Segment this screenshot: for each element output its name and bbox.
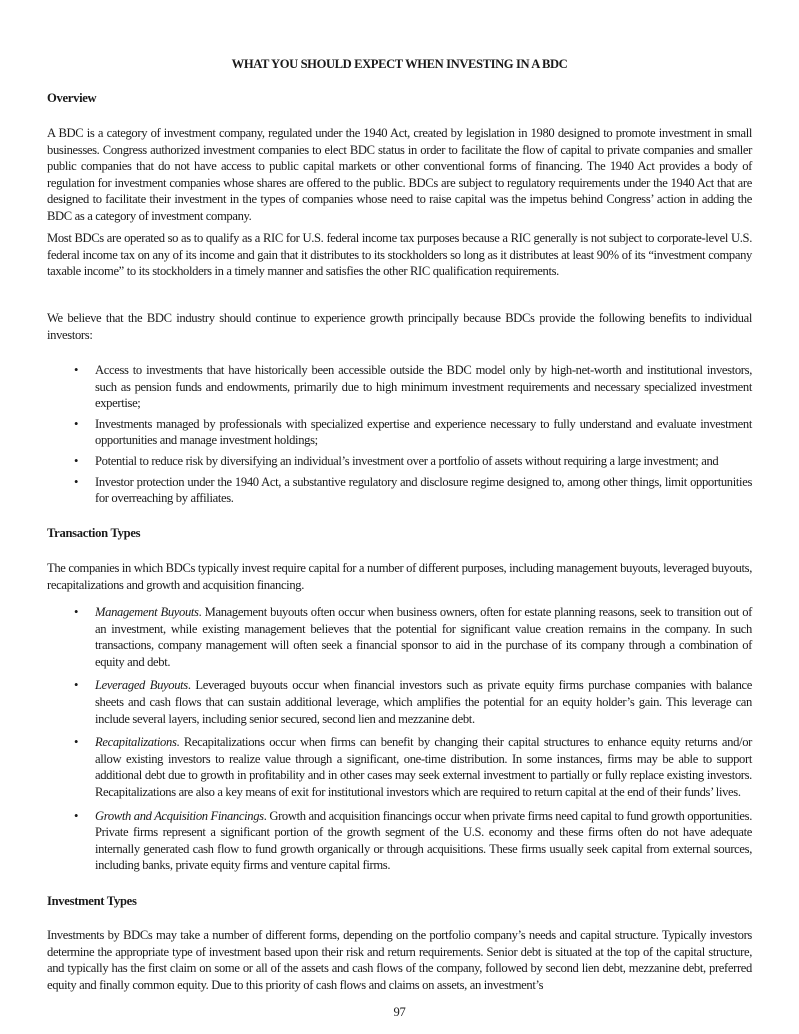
overview-paragraph-2: Most BDCs are operated so as to qualify as a RIC for U.S. federal income tax purposes because a RIC generally is not subject to corporate-level U.S. federal income tax on any of its income and gain that it distributes to its stockholders so long as it distributes at least 90% of its “investment company taxable income” to its stockholders in a timely manner and satisfies the other RIC qualification requirements. — [47, 231, 752, 279]
list-item-term: Recapitalizations — [95, 735, 177, 750]
list-item-text: . Leveraged buyouts occur when financial investors such as private equity firms purchase companies with balance sheets and cash flows that can sustain additional leverage, which amplifies the potential for an equity holder’s gain. This leverage can include several layers, including senior secured, second lien and mezzanine debt. — [95, 678, 753, 726]
benefits-list — [47, 362, 752, 507]
bullet-icon: • — [74, 474, 79, 489]
list-item — [47, 416, 752, 449]
list-item — [47, 453, 752, 470]
list-item-term: Growth and Acquisition Financings — [95, 808, 264, 823]
list-item — [47, 474, 752, 507]
overview-paragraph-3: We believe that the BDC industry should continue to experience growth principally because BDCs provide the following benefits to individual investors: — [47, 311, 752, 342]
overview-paragraph-1: A BDC is a category of investment company, regulated under the 1940 Act, created by legislation in 1980 designed to promote investment in small businesses. Congress authorized investment companies to elect BDC status in order to facilitate the flow of capital to private companies and smaller public companies that do not have access to public capital markets or other conventional forms of financing. The 1940 Act provides a body of regulation for investment companies whose shares are offered to the public. BDCs are subject to regulatory requirements under the 1940 Act that are designed to facilitate their investment in the types of companies whose need to raise capital was the impetus behind Congress’ action in adding the BDC as a category of investment company. — [47, 126, 752, 223]
list-item — [47, 604, 752, 670]
bullet-icon: • — [74, 416, 79, 431]
list-item — [47, 362, 752, 412]
list-item — [47, 677, 752, 727]
page-title: WHAT YOU SHOULD EXPECT WHEN INVESTING IN A BDC — [231, 57, 568, 71]
list-item-text: Access to investments that have historically been accessible outside the BDC model only by high-net-worth and institutional investors, such as pension funds and endowments, primarily due to high minimum investment requirements and necessary specialized investment expertise; — [95, 363, 752, 411]
list-item — [47, 808, 752, 874]
list-item-text: . Management buyouts often occur when business owners, often for estate planning reasons, seek to transition out of an investment, while existing management believes that the potential for significant value creation remains in the company. In such transactions, company management will often seek a financial sponsor to aid in the purchase of its company through a combination of equity and debt. — [95, 605, 752, 669]
transaction-types-list — [47, 604, 752, 874]
list-item-text: Investor protection under the 1940 Act, a substantive regulatory and disclosure regime designed to, among other things, limit opportunities for overreaching by affiliates. — [95, 474, 752, 506]
bullet-icon: • — [74, 605, 79, 619]
list-item — [47, 734, 752, 800]
list-item-text: . Recapitalizations occur when firms can benefit by changing their capital structures to enhance equity returns and/or allow existing investors to realize value through a significant, one-time distribution. In some instances, firms may be able to support additional debt due to growth in profitability and in other cases may seek external investment to partially or fully replace existing investors. Recapitalizations are also a key means of exit for institutional investors which are required to return capital at the end of their funds’ lives. — [95, 735, 752, 799]
list-item-term: Management Buyouts — [95, 605, 199, 619]
transaction-types-intro: The companies in which BDCs typically invest require capital for a number of different purposes, including management buyouts, leveraged buyouts, recapitalizations and growth and acquisition financing. — [47, 561, 752, 592]
section-heading-investment-types: Investment Types — [47, 894, 137, 908]
list-item-text: . Growth and acquisition financings occur when private firms need capital to fund growth opportunities. Private firms represent a significant portion of the growth segment of the U.S. economy and these firms often do not have adequate internally generated cash flow to fund growth organically or through acquisitions. These firms usually seek capital from external sources, including banks, private equity firms and venture capital firms. — [95, 808, 752, 873]
bullet-icon: • — [74, 735, 79, 750]
list-item-text: Investments managed by professionals with specialized expertise and experience necessary to fully understand and evaluate investment opportunities and manage investment holdings; — [95, 416, 752, 448]
bullet-icon: • — [74, 678, 79, 693]
section-heading-overview: Overview — [47, 91, 97, 105]
section-heading-transaction-types: Transaction Types — [47, 526, 141, 540]
list-item-text: Potential to reduce risk by diversifying an individual’s investment over a portfolio of assets without requiring a large investment; and — [95, 453, 719, 468]
bullet-icon: • — [74, 453, 79, 468]
bullet-icon: • — [74, 808, 79, 823]
investment-types-paragraph: Investments by BDCs may take a number of different forms, depending on the portfolio company’s needs and capital structure. Typically investors determine the appropriate type of investment based upon their risk and return requirements. Senior debt is situated at the top of the capital structure, and typically has the first claim on some or all of the assets and cash flows of the company, followed by second lien debt, mezzanine debt, preferred equity and finally common equity. Due to this priority of cash flows and claims on assets, an investment’s — [47, 928, 752, 992]
list-item-term: Leveraged Buyouts — [95, 678, 188, 693]
bullet-icon: • — [74, 363, 79, 377]
page-number: 97 — [393, 1005, 406, 1019]
